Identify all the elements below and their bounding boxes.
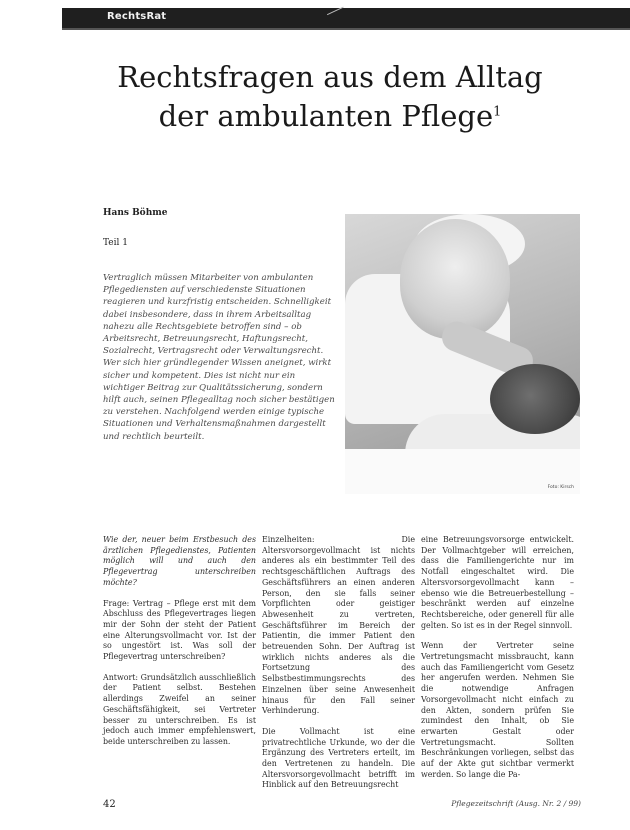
author-name: Hans Böhme [103, 208, 168, 218]
title-footnote-marker: 1 [493, 104, 502, 120]
title-line-1: Rechtsfragen aus dem Alltag [117, 60, 543, 94]
column-1-paragraph-3: Antwort: Grundsätzlich ausschließlich der Patient selbst. Bestehen allerdings Zweifel an seiner Geschäftsfähigkeit, sei Vertreter besser zu unterschreiben. Es ist jedoch auch immer empfehlenswert, beide unterschreiben zu lassen. [103, 672, 256, 746]
text-column-2 [262, 535, 415, 801]
title-line-2-text: der ambulanten Pflege [158, 99, 494, 133]
text-column-3 [421, 535, 574, 790]
text-column-1 [103, 535, 256, 758]
title-line-2 [80, 97, 580, 136]
column-1-paragraph-2: Frage: Vertrag – Pflege erst mit dem Abschluss des Pflegevertrages liegen mir der Sohn der steht der Patient eine Alterungsvollmacht vor. Ist der so ungestört ist. Was soll der Pflegevertrag unterschreiben? [103, 598, 256, 662]
photo-patient-head [490, 364, 580, 434]
photo-credit: Foto: Kirsch [547, 485, 574, 490]
article-title [80, 58, 580, 136]
photo-sheet [345, 449, 580, 494]
intro-paragraph: Vertraglich müssen Mitarbeiter von ambulanten Pflegediensten auf verschiedenste Situationen reagieren und kurzfristig entscheiden. Schnelligkeit dabei insbesondere, dass in ihrem Arbeitsalltag nahezu alle Rechtsgebiete betroffen sind – ob Arbeitsrecht, Betreuungsrecht, Haftungsrecht, Sozialrecht, Vertragsrecht oder Verwaltungsrecht. Wer sich hier gründlegender Wissen aneignet, wirkt sicher und kompetent. Dies ist nicht nur ein wichtiger Beitrag zur Qualitätssicherung, sondern hilft auch, seinen Pflegealltag noch sicher bestätigen zu verstehen. Nachfolgend werden einige typische Situationen und Verhaltensmaßnahmen dargestellt und rechtlich beurteilt. [103, 273, 335, 442]
section-header-bar [62, 8, 630, 30]
journal-footer: Pflegezeitschrift (Ausg. Nr. 2 / 99) [451, 799, 581, 808]
column-1-paragraph-1: Wie der, neuer beim Erstbesuch des ärztlichen Pflegedienstes, Patienten möglich will und auch den Pflegevertrag unterschreiben möchte? [103, 535, 256, 587]
article-part: Teil 1 [103, 238, 128, 248]
column-3-paragraph-1: eine Betreuungsvorsorge entwickelt. Der Vollmachtgeber will erreichen, dass die Familiengerichte nur im Notfall eingeschaltet wird. Die Altersvorsorgevollmacht kann – ebenso wie die Betreuerbestellung – beschränkt werden auf einzelne Rechtsbereiche, oder generell für alle gelten. So ist es in der Regel sinnvoll. [421, 535, 574, 630]
page-number: 42 [103, 799, 116, 810]
column-2-paragraph-2: Die Vollmacht ist eine privatrechtliche Urkunde, wo der die Ergänzung des Vertreters erteilt, im den Vertretenen zu handeln. Die Altersvorsorgevollmacht betrifft im Hinblick auf den Betreuungsrecht [262, 726, 415, 790]
section-label: RechtsRat [107, 11, 167, 22]
column-3-paragraph-2: Wenn der Vertreter seine Vertretungsmacht missbraucht, kann auch das Familiengericht vom Gesetz her angerufen werden. Nehmen Sie die notwendige Anfragen Vorsorgevollmacht nicht einfach zu den Akten, sondern prüfen Sie zumindest den Inhalt, ob Sie erwarten Gestalt oder Vertretungsmacht. Sollten Beschränkungen vorliegen, selbst das auf der Akte gut sichtbar vermerkt werden. So lange die Pa- [421, 641, 574, 779]
column-2-paragraph-1: Einzelheiten: Die Altersvorsorgevollmacht ist nichts anderes als ein bestimmter Teil des rechtsgeschäftlichen Auftrags des Geschäftsführers an einen anderen Person, den sie falls seiner Vorpflichten oder geistiger Abwesenheit zu vertreten, Geschäftsführer im Bereich der Patientin, die immer Patient den betreuenden Sohn. Der Auftrag ist wirklich nichts anderes als die Fortsetzung des Selbstbestimmungsrechts des Einzelnen über seine Anwesenheit hinaus für den Fall seiner Verhinderung. [262, 535, 415, 716]
article-photo [345, 214, 580, 494]
scan-mark [327, 7, 347, 23]
